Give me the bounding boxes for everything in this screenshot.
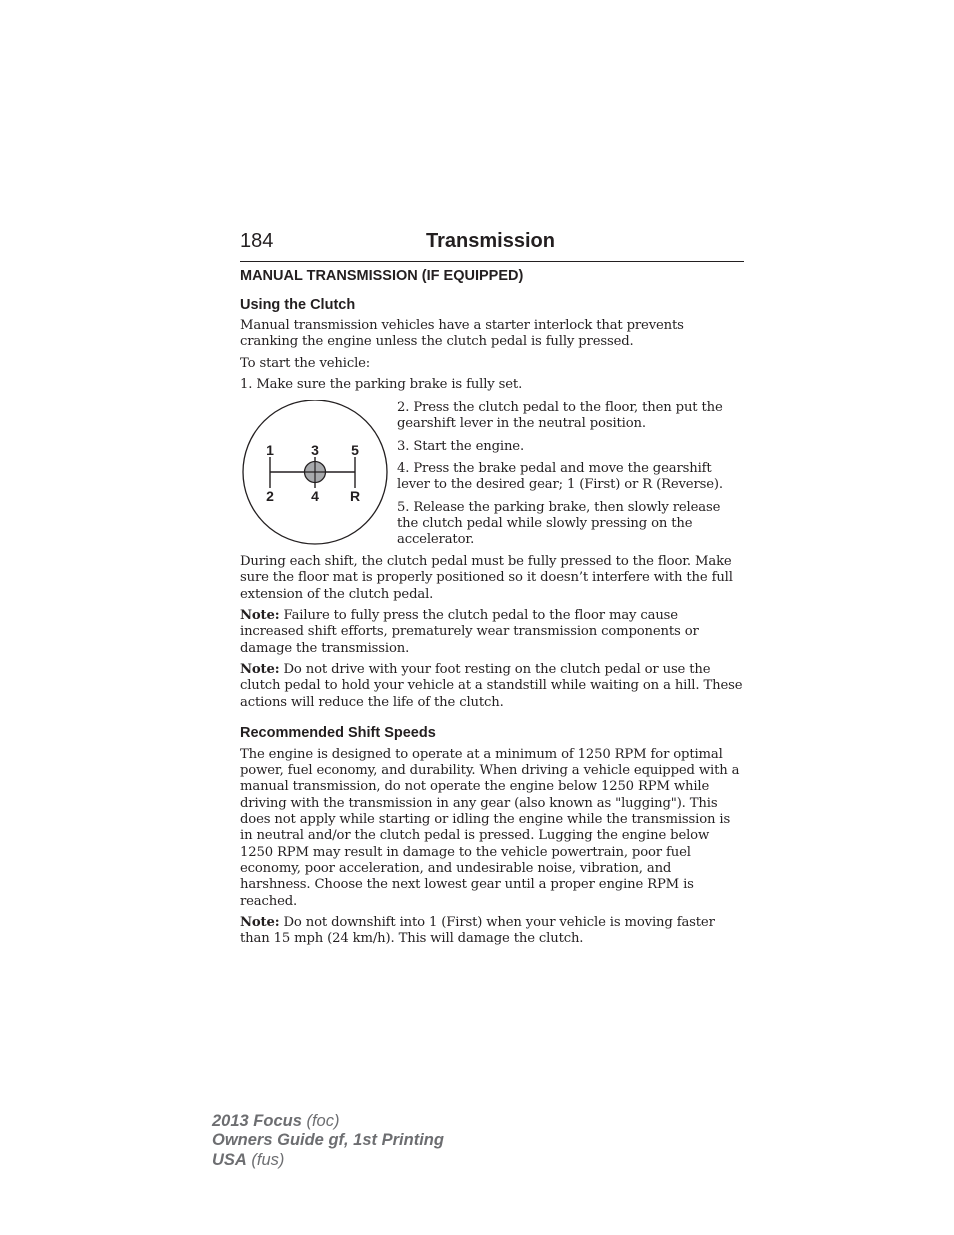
note-3-text: Do not downshift into 1 (First) when your vehicle is moving faster than 15 mph (24 km/h). This will damage the clutch. [240, 914, 715, 947]
to-start-text: To start the vehicle: [240, 355, 371, 371]
step-4: 4. Press the brake pedal and move the gearshift lever to the desired gear; 1 (First) or R (Reverse). [397, 461, 723, 493]
page-content [240, 267, 745, 947]
gear-label-4: 4 [311, 488, 319, 505]
section-title: MANUAL TRANSMISSION (IF EQUIPPED) [240, 268, 524, 284]
page-header [240, 229, 744, 262]
note-1-text: Failure to fully press the clutch pedal to the floor may cause increased shift efforts, prematurely wear transmission components or damage the transmission. [240, 608, 699, 656]
shift-pattern-diagram [240, 400, 397, 550]
gear-label-3: 3 [311, 442, 319, 459]
gear-label-1: 1 [266, 442, 274, 459]
subsection-heading-shift-speeds: Recommended Shift Speeds [240, 724, 436, 741]
note-label: Note: [240, 608, 280, 624]
note-label: Note: [240, 914, 280, 930]
chapter-title: Transmission [426, 230, 555, 252]
subsection-heading-clutch: Using the Clutch [240, 297, 356, 313]
footer-line-2 [212, 1131, 444, 1150]
footer-model-code: (foc) [301, 1112, 340, 1130]
note-2-text: Do not drive with your foot resting on the clutch pedal or use the clutch pedal to hold your vehicle at a standstill while waiting on a hill. These actions will reduce the life of the clutch. [240, 661, 743, 710]
note-2 [240, 662, 745, 711]
steps-column [397, 400, 745, 550]
shift-speeds-paragraph: The engine is designed to operate at a minimum of 1250 RPM for optimal power, fuel economy, and durability. When driving a vehicle equipped with a manual transmission, do not operate the engine below 1250 RPM while driving with the transmission in any gear (also known as "lugging"). This does not apply while starting or idling the engine while the transmission is in neutral and/or the clutch pedal is pressed. Lugging the engine below 1250 RPM may result in damage to the vehicle powertrain, poor fuel economy, poor acceleration, and undesirable noise, vibration, and harshness. Choose the next lowest gear until a proper engine RPM is reached. [240, 746, 740, 909]
note-1 [240, 608, 745, 657]
gear-label-2: 2 [266, 488, 274, 505]
gear-label-r: R [349, 488, 361, 505]
step-1: 1. Make sure the parking brake is fully set. [240, 376, 523, 392]
note-label: Note: [240, 661, 280, 677]
shift-pattern-svg [240, 400, 397, 550]
step-2: 2. Press the clutch pedal to the floor, then put the gearshift lever in the neutral position. [397, 400, 723, 432]
page-footer [212, 1112, 444, 1170]
footer-line-3 [212, 1151, 444, 1170]
step-3: 3. Start the engine. [397, 438, 525, 454]
footer-printing: Owners Guide gf, 1st Printing [212, 1131, 444, 1150]
footer-line-1 [212, 1112, 444, 1131]
shift-figure-row [240, 400, 745, 550]
clutch-intro: Manual transmission vehicles have a starter interlock that prevents cranking the engine unless the clutch pedal is fully pressed. [240, 318, 684, 350]
shift-paragraph: During each shift, the clutch pedal must be fully pressed to the floor. Make sure the floor mat is properly positioned so it doesn’t interfere with the full extension of the clutch pedal. [240, 554, 733, 602]
note-3 [240, 915, 745, 948]
footer-market: USA [212, 1150, 247, 1169]
gear-label-5: 5 [351, 442, 359, 459]
page-number: 184 [240, 230, 274, 252]
footer-market-code: (fus) [246, 1150, 285, 1169]
step-5: 5. Release the parking brake, then slowly release the clutch pedal while slowly pressing on the accelerator. [397, 499, 721, 548]
footer-model: 2013 Focus [212, 1112, 302, 1130]
